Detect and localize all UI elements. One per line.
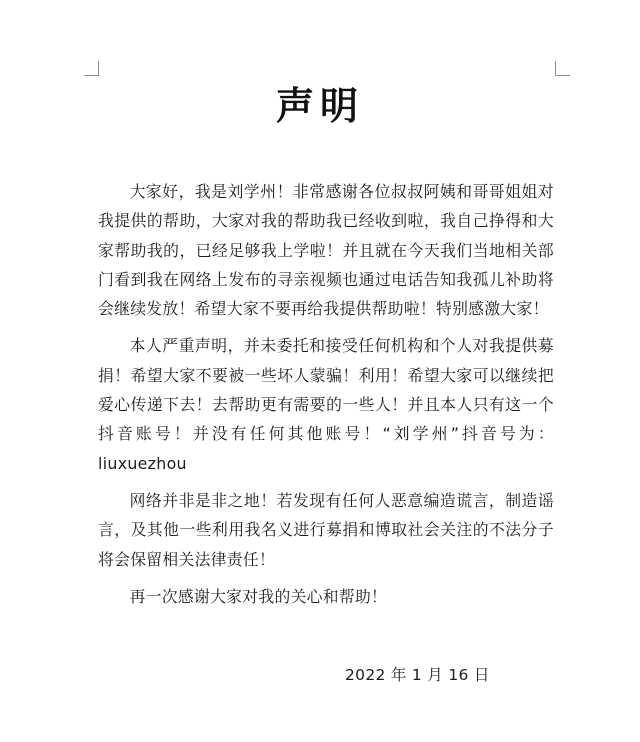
paragraph-warning: 网络并非是非之地！若发现有任何人恶意编造谎言，制造谣言，及其他一些利用我名义进行募捐和博取社会关注的不法分子将会保留相关法律责任！ (98, 490, 554, 569)
document-body (98, 177, 554, 619)
paragraph-declaration: 本人严重声明，并未委托和接受任何机构和个人对我提供募捐！希望大家不要被一些坏人蒙骗！利用！希望大家可以继续把爱心传递下去！去帮助更有需要的一些人！并且本人只有这一个抖音账号！并没有任何其他账号！“刘学州”抖音号为：liuxuezhou (98, 336, 554, 473)
paragraph-closing: 再一次感谢大家对我的关心和帮助！ (129, 586, 388, 606)
page-margin-corner-top-left (84, 61, 99, 76)
paragraph-thanks: 大家好，我是刘学州！非常感谢各位叔叔阿姨和哥哥姐姐对我提供的帮助，大家对我的帮助我已经收到啦，我自己挣得和大家帮助我的，已经足够我上学啦！并且就在今天我们当地相关部门看到我在网络上发布的寻亲视频也通过电话告知我孤儿补助将会继续发放！希望大家不要再给我提供帮助啦！特别感激大家！ (98, 182, 554, 319)
document-date: 2022 年 1 月 16 日 (345, 666, 490, 684)
document-title: 声明 (275, 83, 364, 128)
page-margin-corner-top-right (555, 61, 570, 76)
